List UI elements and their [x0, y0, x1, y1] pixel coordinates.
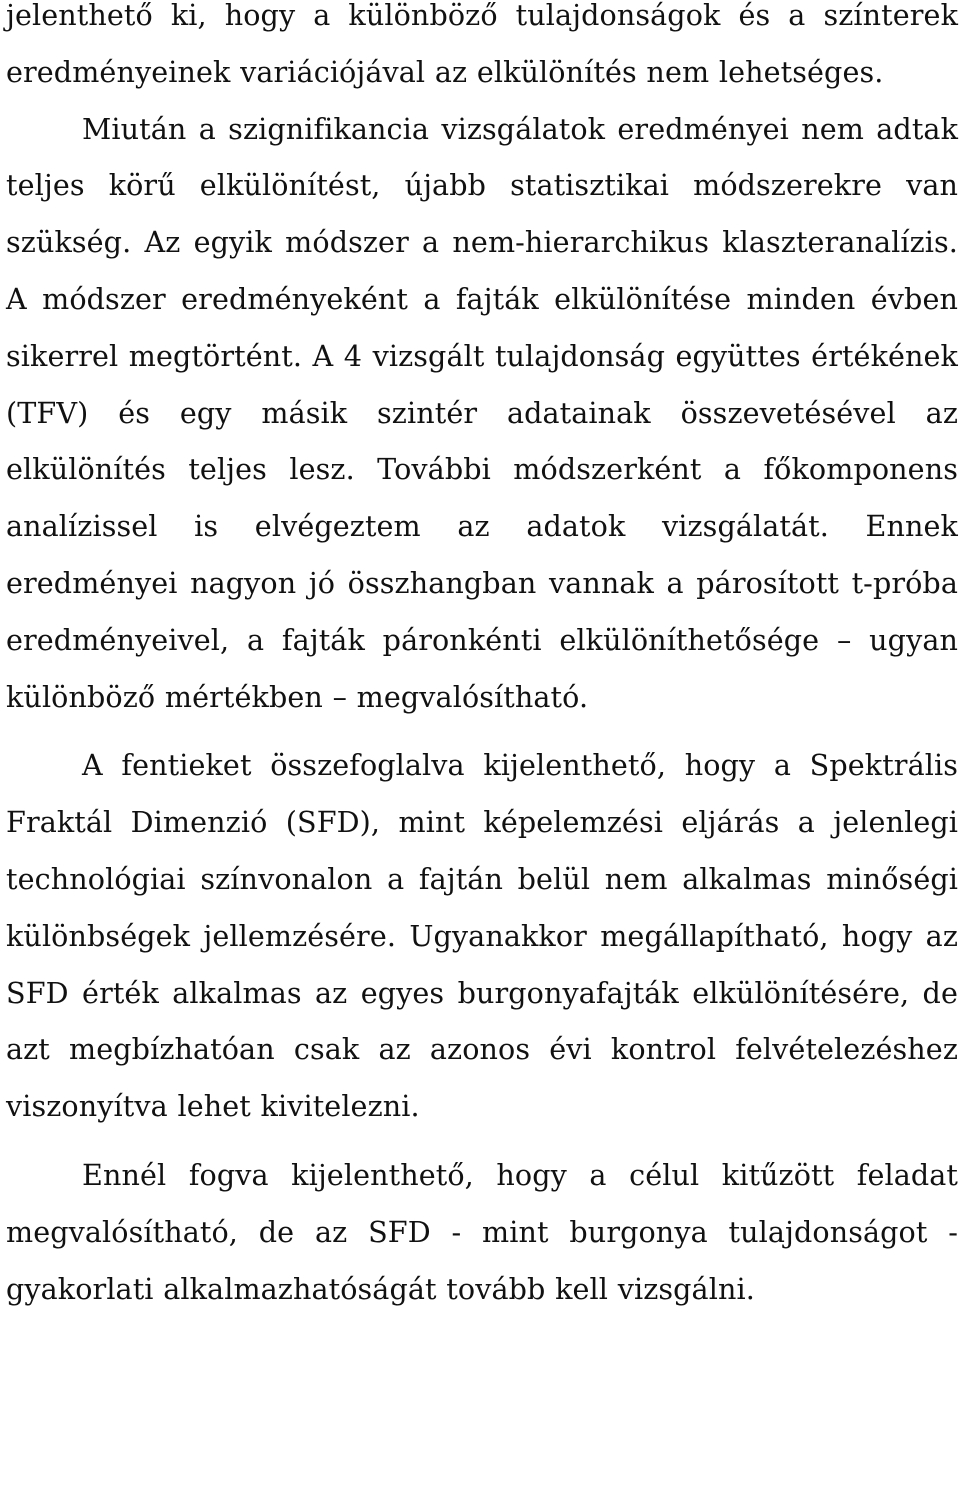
document-page [6, 0, 958, 1317]
paragraph-sfd-conclusion: A fentieket összefoglalva kijelenthető, hogy a Spektrális Fraktál Dimenzió (SFD), mint képelemzési eljárás a jelenlegi technológiai színvonalon a fajtán belül nem alkalmas minőségi különbségek jellemzésére. Ugyanakkor megállapítható, hogy az SFD érték alkalmas az egyes burgonyafajták elkülönítésére, de azt megbízhatóan csak az azonos évi kontrol felvételezéshez viszonyítva lehet kivitelezni. [6, 748, 958, 1124]
paragraph-continuation: jelenthető ki, hogy a különböző tulajdonságok és a színterek eredményeinek variációjával az elkülönítés nem lehetséges. [6, 0, 958, 89]
paragraph-methods-summary: Miután a szignifikancia vizsgálatok eredményei nem adtak teljes körű elkülönítést, újabb statisztikai módszerekre van szükség. Az egyik módszer a nem-hierarchikus klaszteranalízis. A módszer eredményeként a fajták elkülönítése minden évben sikerrel megtörtént. A 4 vizsgált tulajdonság együttes értékének (TFV) és egy másik szintér adatainak összevetésével az elkülönítés teljes lesz. További módszerként a főkomponens analízissel is elvégeztem az adatok vizsgálatát. Ennek eredményei nagyon jó összhangban vannak a párosított t-próba eredményeivel, a fajták páronkénti elkülöníthetősége – ugyan különböző mértékben – megvalósítható. [6, 111, 958, 714]
paragraph-final-conclusion: Ennél fogva kijelenthető, hogy a célul kitűzött feladat megvalósítható, de az SFD - mint burgonya tulajdonságot - gyakorlati alkalmazhatóságát tovább kell vizsgálni. [6, 1157, 958, 1306]
